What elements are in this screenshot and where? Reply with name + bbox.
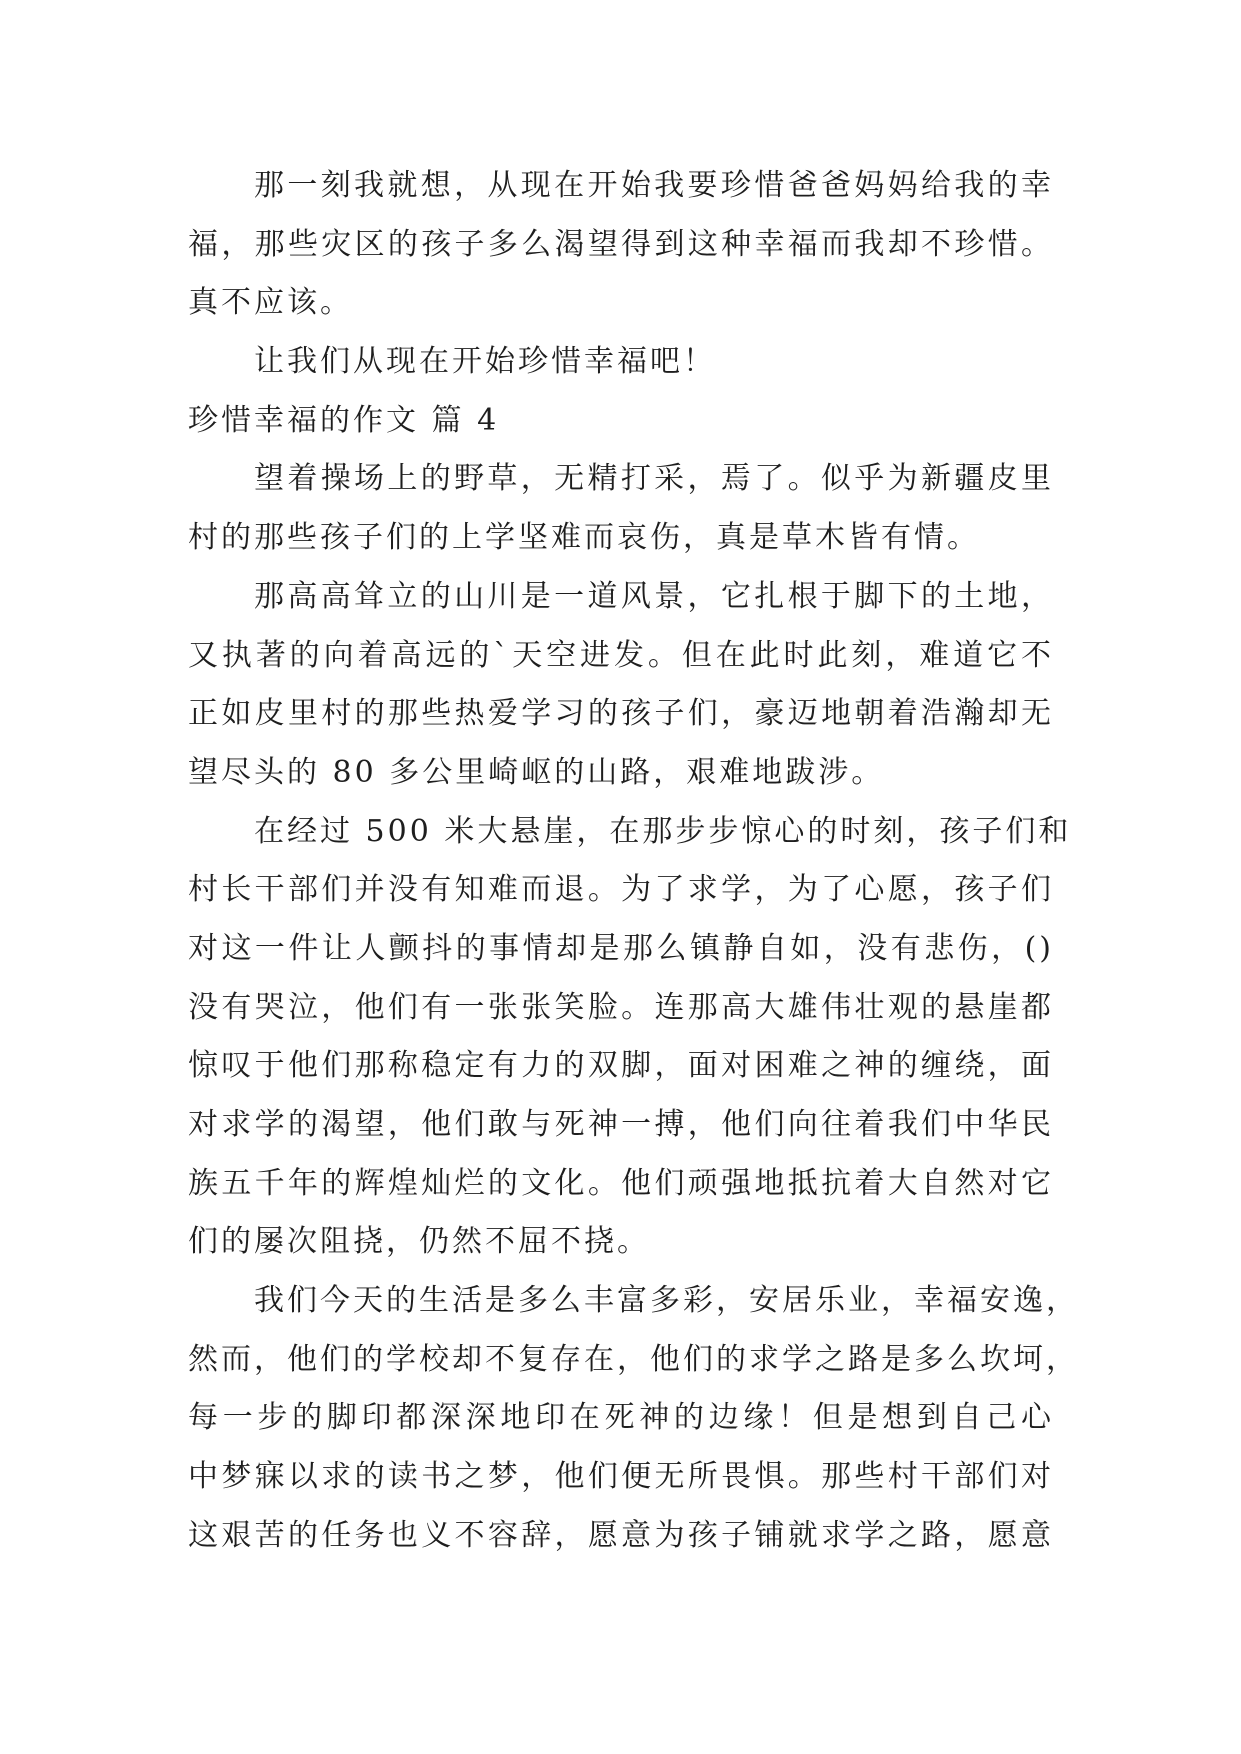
text-line: 我们今天的生活是多么丰富多彩，安居乐业，幸福安逸， (254, 1283, 1079, 1319)
text-line: 那一刻我就想，从现在开始我要珍惜爸爸妈妈给我的幸 (254, 168, 1054, 203)
text-line: 没有哭泣，他们有一张张笑脸。连那高大雄伟壮观的悬崖都 (188, 989, 1054, 1025)
paragraph (188, 333, 1054, 392)
text-line: 每一步的脚印都深深地印在死神的边缘！但是想到自己心 (188, 1400, 1054, 1436)
paragraph (188, 1272, 1079, 1565)
text-line: 在经过 500 米大悬崖，在那步步惊心的时刻，孩子们和 (254, 813, 1072, 849)
text-line: 中梦寐以求的读书之梦，他们便无所畏惧。那些村干部们对 (188, 1459, 1054, 1495)
text-line: 真不应该。 (188, 285, 353, 321)
text-line: 那高高耸立的山川是一道风景，它扎根于脚下的土地， (254, 578, 1054, 614)
paragraph (188, 450, 1054, 567)
paragraph (188, 568, 1054, 803)
text-line: 对这一件让人颤抖的事情却是那么镇静自如，没有悲伤，() (188, 930, 1054, 966)
paragraph (188, 157, 1054, 333)
section-heading: 珍惜幸福的作文 篇 4 (188, 402, 500, 438)
text-line: 村长干部们并没有知难而退。为了求学，为了心愿，孩子们 (188, 872, 1054, 908)
text-line: 族五千年的辉煌灿烂的文化。他们顽强地抵抗着大自然对它 (188, 1165, 1054, 1201)
text-line: 们的屡次阻挠，仍然不屈不挠。 (188, 1224, 650, 1260)
text-line: 又执著的向着高远的`天空进发。但在此时此刻，难道它不 (188, 637, 1054, 673)
text-line: 正如皮里村的那些热爱学习的孩子们，豪迈地朝着浩瀚却无 (188, 696, 1054, 732)
text-line: 这艰苦的任务也义不容辞，愿意为孩子铺就求学之路，愿意 (188, 1517, 1054, 1553)
text-line: 对求学的渴望，他们敢与死神一搏，他们向往着我们中华民 (188, 1107, 1054, 1142)
text-line: 让我们从现在开始珍惜幸福吧！ (254, 344, 716, 380)
text-line: 望着操场上的野草，无精打采，焉了。似乎为新疆皮里 (254, 461, 1054, 497)
page-body (188, 157, 1079, 1566)
paragraph (188, 803, 1072, 1273)
text-line: 福，那些灾区的孩子多么渴望得到这种幸福而我却不珍惜。 (188, 226, 1054, 262)
text-line: 惊叹于他们那称稳定有力的双脚，面对困难之神的缠绕，面 (188, 1048, 1054, 1084)
text-line: 然而，他们的学校却不复存在，他们的求学之路是多么坎坷， (188, 1341, 1079, 1377)
text-line: 村的那些孩子们的上学坚难而哀伤，真是草木皆有情。 (188, 520, 980, 556)
text-line: 望尽头的 80 多公里崎岖的山路，艰难地跋涉。 (188, 754, 885, 790)
